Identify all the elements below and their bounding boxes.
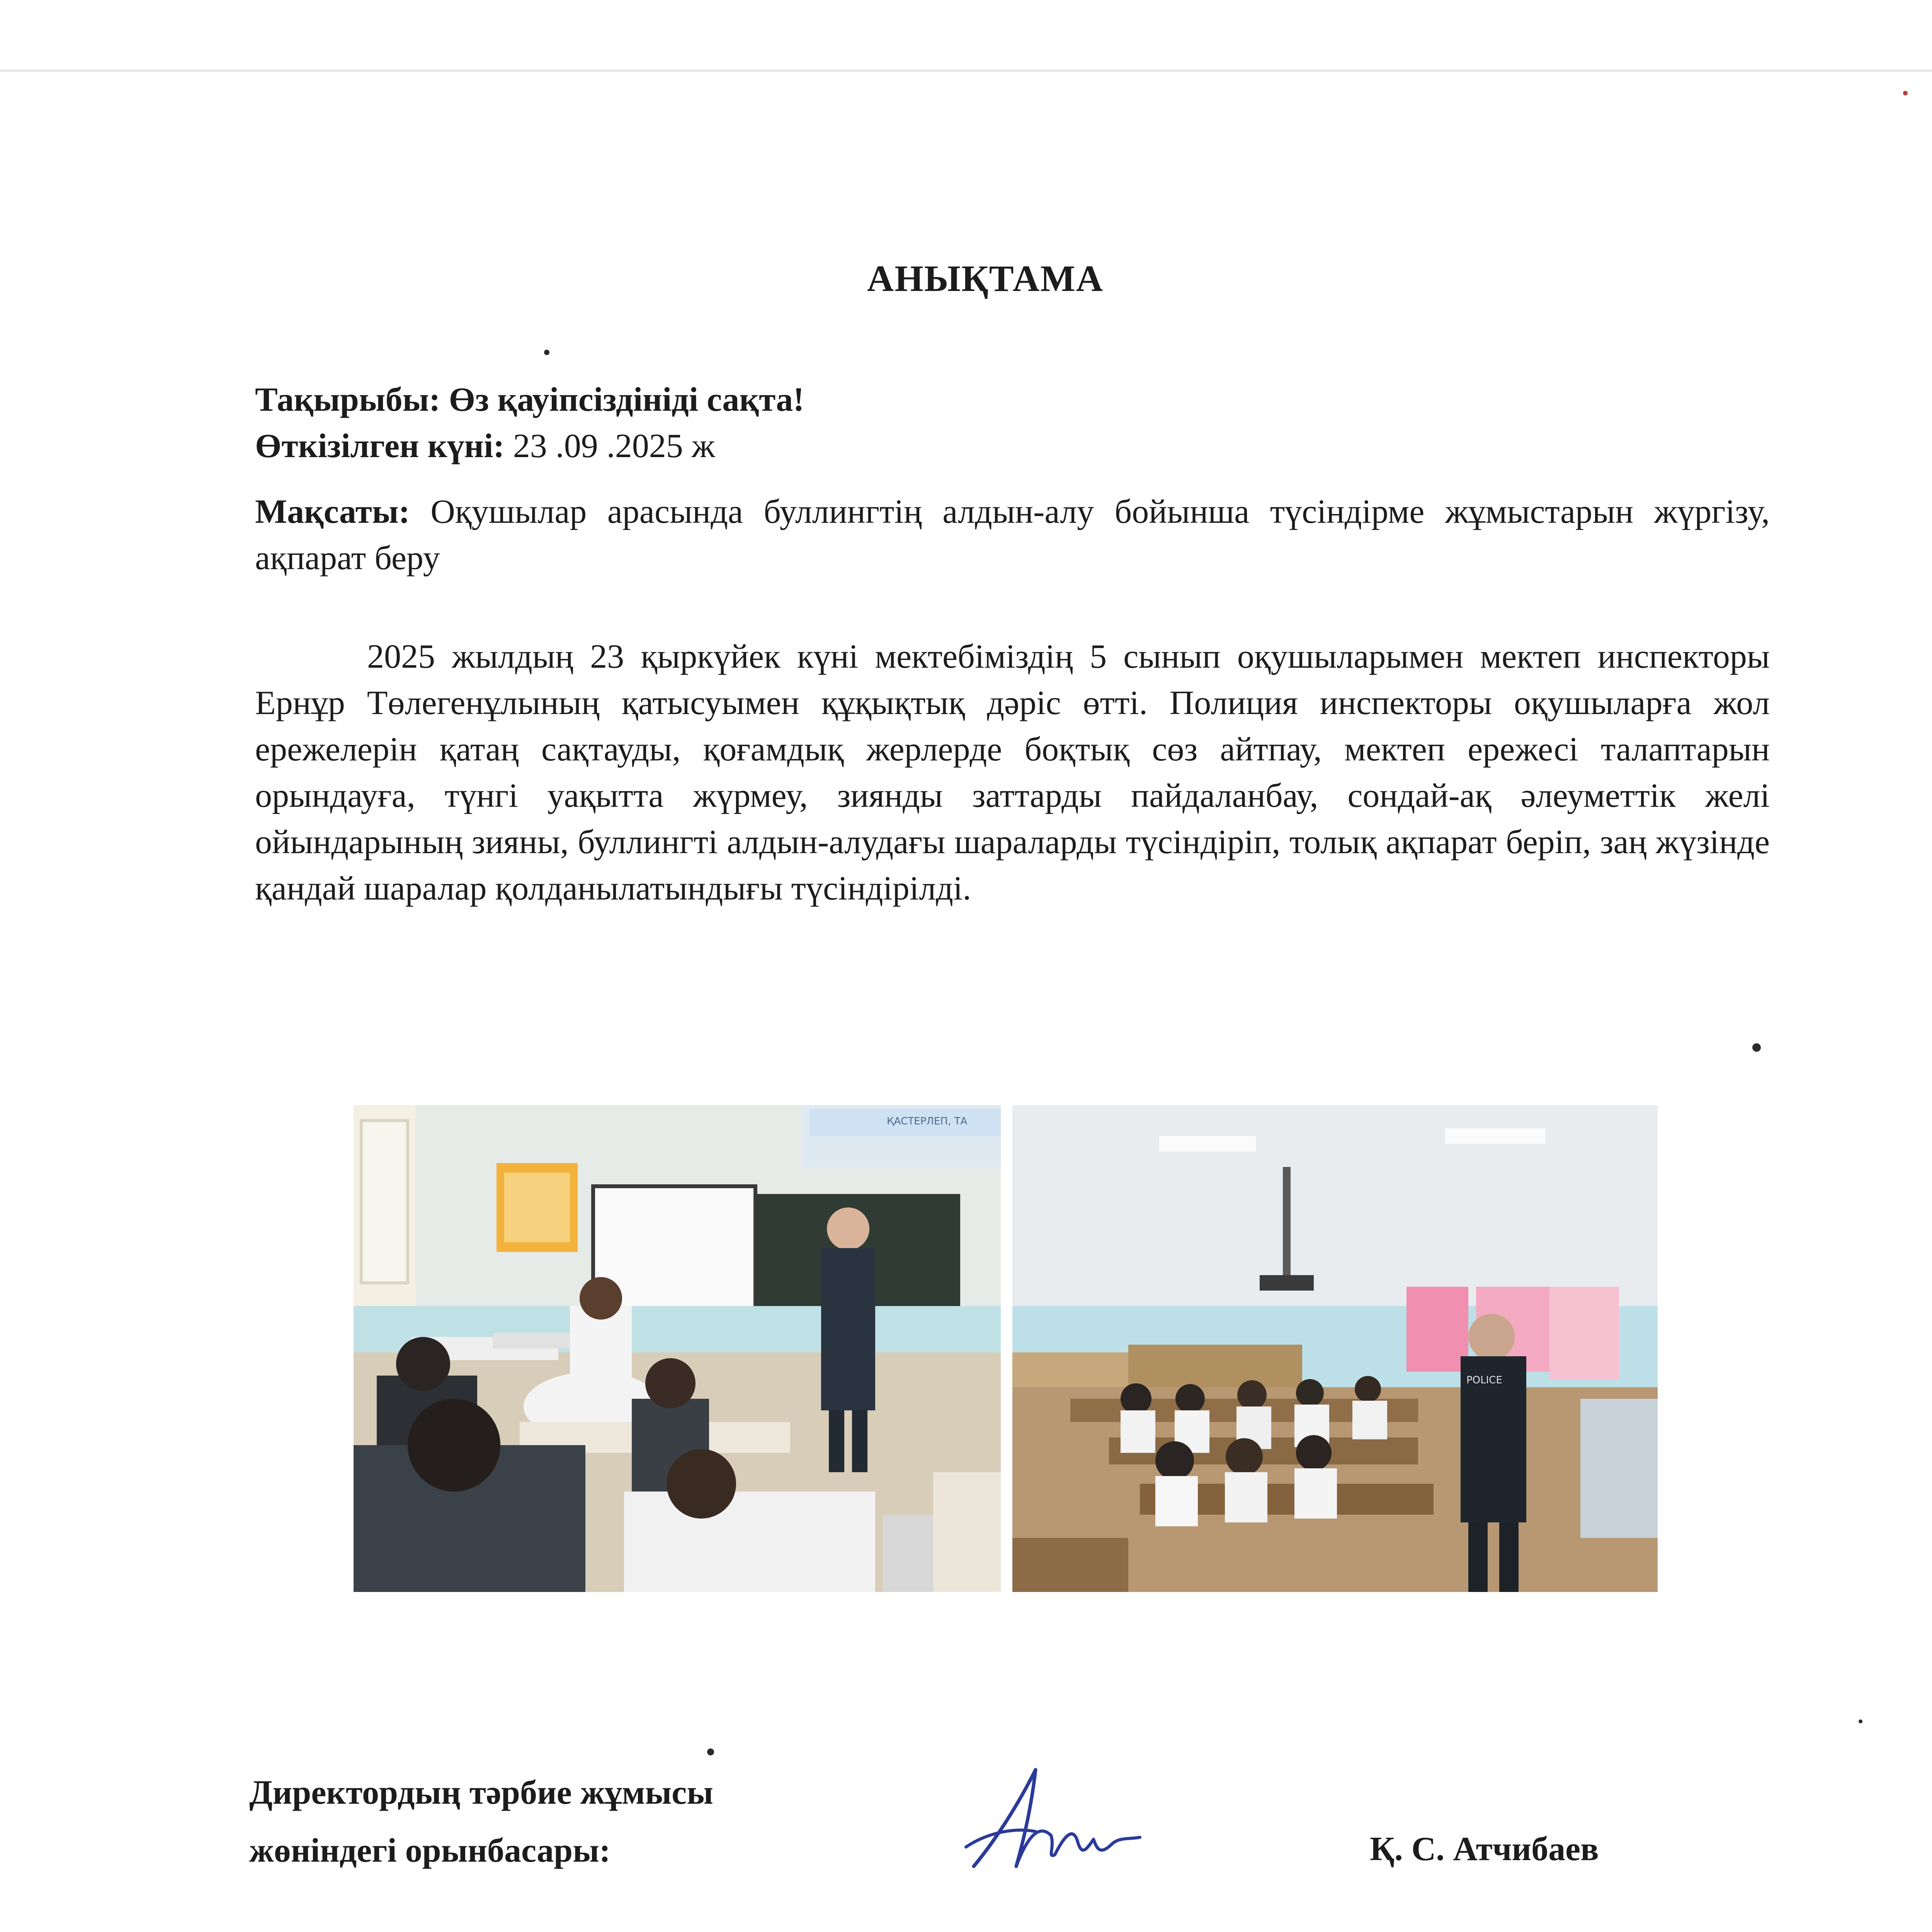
topic-label: Тақырыбы: — [255, 381, 440, 418]
signatory-name: Қ. С. Атчибаев — [1370, 1830, 1599, 1868]
handwritten-signature — [958, 1754, 1144, 1893]
topic-value: Өз қауіпсіздініді сақта! — [449, 381, 804, 418]
classroom-photo-left — [354, 1105, 1001, 1592]
date-line — [255, 425, 715, 468]
scan-speck — [1903, 91, 1908, 95]
goal-paragraph — [255, 489, 1770, 582]
body-paragraph: 2025 жылдың 23 қыркүйек күні мектебіміздің 5 сынып оқушыларымен мектеп инспекторы Ернұр Төлегенұлының қатысуымен құқықтық дәріс өтті. Полиция инспекторы оқушыларға жол ережелерін қатаң сақтауды, қоғамдық жерлерде боқтық сөз айтпау, мектеп ережесі талаптарын орындауға, түнгі уақытта жүрмеу, зиянды заттарды пайдаланбау, сондай-ақ әлеуметтік желі ойындарының зияны, буллингті алдын-алудағы шараларды түсіндіріп, толық ақпарат беріп, заң жүзінде қандай шаралар қолданылатындығы түсіндірілді. — [255, 638, 1770, 907]
banner-text: ҚАСТЕРЛЕП, ТА — [887, 1116, 968, 1127]
date-value: 23 .09 .2025 ж — [513, 427, 715, 465]
scan-edge-line — [0, 70, 1932, 72]
date-label: Өткізілген күні: — [255, 427, 505, 465]
signatory-position-line2: жөніндегі орынбасары: — [249, 1832, 611, 1869]
scan-speck — [1752, 1043, 1761, 1052]
classroom-photo-right-graphic — [1012, 1105, 1658, 1592]
topic-line — [255, 379, 804, 421]
signatory-position-line1: Директордың тәрбие жұмысы — [249, 1774, 713, 1811]
scan-speck — [1859, 1719, 1862, 1723]
scan-speck — [544, 350, 549, 355]
goal-value: Оқушылар арасында буллингтің алдын-алу бойынша түсіндірме жұмыстарын жүргізу, ақпарат беру — [255, 493, 1770, 577]
classroom-photo-left-graphic — [354, 1105, 1001, 1592]
scan-speck — [707, 1748, 714, 1755]
signatory-position — [249, 1764, 713, 1880]
jacket-text: POLICE — [1466, 1374, 1502, 1386]
classroom-photo-right — [1012, 1105, 1658, 1592]
document-title: АНЫҚТАМА — [867, 258, 1104, 299]
goal-label: Мақсаты: — [255, 493, 410, 531]
